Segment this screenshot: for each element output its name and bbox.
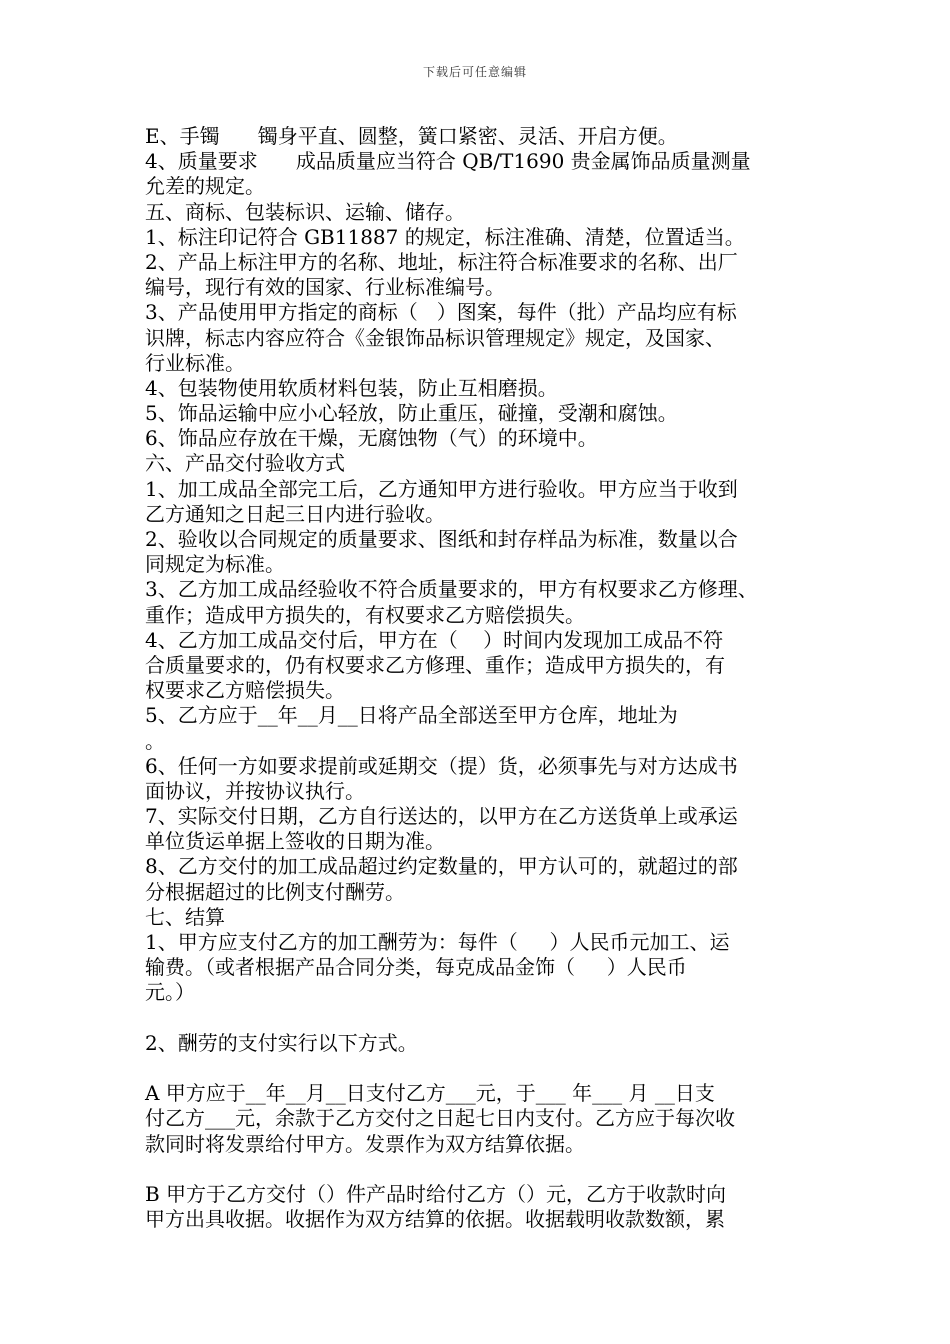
text-line: 允差的规定。 bbox=[145, 174, 265, 199]
text-line: 重作；造成甲方损失的，有权要求乙方赔偿损失。 bbox=[145, 602, 585, 627]
text-line: 面协议，并按协议执行。 bbox=[145, 778, 365, 803]
text-line: 同规定为标准。 bbox=[145, 552, 285, 577]
text-line: 2、产品上标注甲方的名称、地址，标注符合标准要求的名称、出厂 bbox=[145, 249, 738, 274]
text-line: 1、加工成品全部完工后，乙方通知甲方进行验收。甲方应当于收到 bbox=[145, 476, 738, 501]
text-line: A 甲方应于__年__月__日支付乙方___元，于___ 年___ 月 __日支 bbox=[145, 1081, 715, 1106]
blank-line bbox=[145, 1056, 815, 1081]
text-line: 4、包装物使用软质材料包装，防止互相磨损。 bbox=[145, 375, 558, 400]
text-line: 元。） bbox=[145, 980, 195, 1005]
text-line: 7、实际交付日期，乙方自行送达的，以甲方在乙方送货单上或承运 bbox=[145, 804, 738, 829]
blank-line bbox=[145, 1157, 815, 1182]
text-line: 。 bbox=[145, 728, 165, 753]
text-line: 五、商标、包装标识、运输、储存。 bbox=[145, 199, 465, 224]
text-line: 2、验收以合同规定的质量要求、图纸和封存样品为标准，数量以合 bbox=[145, 527, 738, 551]
text-line: 七、结算 bbox=[145, 904, 225, 929]
text-line: 单位货运单据上签收的日期为准。 bbox=[145, 829, 445, 854]
text-line: 8、乙方交付的加工成品超过约定数量的，甲方认可的，就超过的部 bbox=[145, 854, 738, 879]
blank-line bbox=[145, 1006, 815, 1031]
text-line: 款同时将发票给付甲方。发票作为双方结算依据。 bbox=[145, 1131, 585, 1156]
text-line: 3、乙方加工成品经验收不符合质量要求的，甲方有权要求乙方修理、 bbox=[145, 577, 758, 602]
document-body bbox=[145, 124, 815, 1232]
text-line: 乙方通知之日起三日内进行验收。 bbox=[145, 501, 445, 526]
text-line: 3、产品使用甲方指定的商标（ ）图案，每件（批）产品均应有标 bbox=[145, 300, 737, 325]
text-line: 权要求乙方赔偿损失。 bbox=[145, 678, 345, 703]
text-line: 6、任何一方如要求提前或延期交（提）货，必须事先与对方达成书 bbox=[145, 753, 738, 778]
text-line: 甲方出具收据。收据作为双方结算的依据。收据载明收款数额，累 bbox=[145, 1207, 725, 1232]
text-line: B 甲方于乙方交付（）件产品时给付乙方（）元，乙方于收款时向 bbox=[145, 1181, 727, 1206]
text-line: 付乙方___元，余款于乙方交付之日起七日内支付。乙方应于每次收 bbox=[145, 1106, 735, 1131]
text-line: 4、乙方加工成品交付后，甲方在（ ）时间内发现加工成品不符 bbox=[145, 627, 724, 652]
text-line: 1、甲方应支付乙方的加工酬劳为：每件（ ）人民币元加工、运 bbox=[145, 930, 730, 954]
text-line: 编号，现行有效的国家、行业标准编号。 bbox=[145, 275, 505, 300]
text-line: 5、乙方应于__年__月__日将产品全部送至甲方仓库，地址为 bbox=[145, 703, 678, 728]
page-header: 下载后可任意编辑 bbox=[422, 65, 527, 79]
text-line: 6、饰品应存放在干燥，无腐蚀物（气）的环境中。 bbox=[145, 426, 598, 451]
text-line: 六、产品交付验收方式 bbox=[145, 451, 345, 476]
text-line: 识牌，标志内容应符合《金银饰品标识管理规定》规定，及国家、 bbox=[145, 325, 725, 350]
text-line: 5、饰品运输中应小心轻放，防止重压，碰撞，受潮和腐蚀。 bbox=[145, 401, 678, 426]
text-line: 输费。（或者根据产品合同分类，每克成品金饰（ ）人民币 bbox=[145, 955, 687, 980]
text-line: 合质量要求的，仍有权要求乙方修理、重作；造成甲方损失的，有 bbox=[145, 652, 725, 677]
text-line: 行业标准。 bbox=[145, 350, 245, 375]
text-line: 2、酬劳的支付实行以下方式。 bbox=[145, 1030, 418, 1055]
text-line: 分根据超过的比例支付酬劳。 bbox=[145, 879, 405, 904]
text-line: E、手镯 镯身平直、圆整，簧口紧密、灵活、开启方便。 bbox=[145, 124, 678, 148]
text-line: 4、质量要求 成品质量应当符合 QB/T1690 贵金属饰品质量测量 bbox=[145, 149, 751, 174]
text-line: 1、标注印记符合 GB11887 的规定，标注准确、清楚，位置适当。 bbox=[145, 224, 745, 249]
